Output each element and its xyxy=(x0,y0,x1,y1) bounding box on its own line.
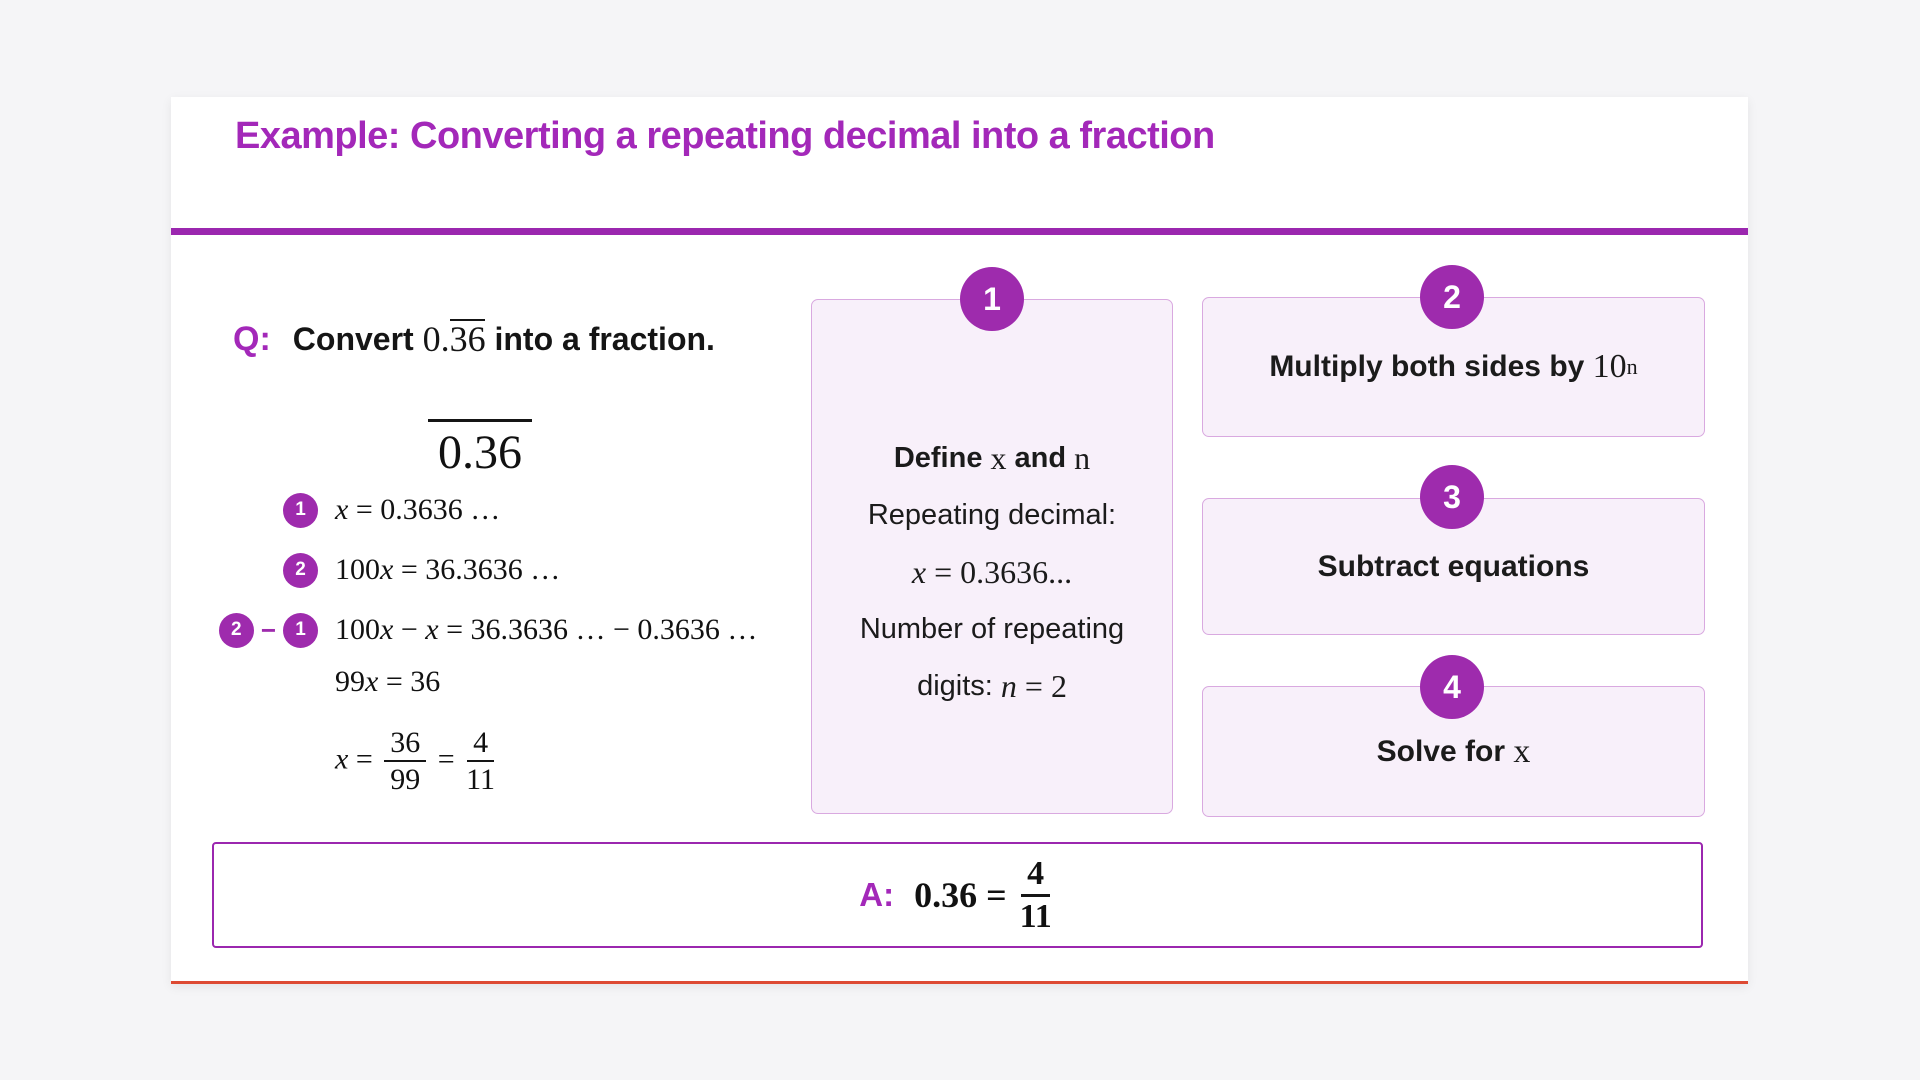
text-token: x xyxy=(911,554,927,590)
derivation-step-row xyxy=(171,548,560,592)
answer-box xyxy=(212,842,1703,948)
step-number-badge: 4 xyxy=(1420,655,1484,719)
derivation-step-row xyxy=(171,725,499,797)
text-token: x xyxy=(335,493,349,526)
text-token: = 2 xyxy=(1016,668,1067,704)
text-token: x xyxy=(990,440,1007,476)
text-token: 0. xyxy=(914,875,942,915)
text-token: 0.36 xyxy=(428,419,532,477)
text-token: = 36.3636 … − 0.3636 … xyxy=(438,613,758,646)
display-repeating-decimal xyxy=(350,407,610,477)
text-token: x xyxy=(365,665,379,698)
text-token: x xyxy=(425,613,439,646)
text-token: n xyxy=(1074,440,1091,476)
box-text-line xyxy=(894,430,1090,487)
question-line xyxy=(233,315,715,363)
text-token: x xyxy=(1513,732,1531,770)
text-token: Number of repeating xyxy=(859,613,1125,645)
text-token: = xyxy=(348,741,381,775)
text-token: A: xyxy=(859,876,895,913)
fraction: $\frac{4}{11}$ xyxy=(1019,854,1052,935)
step-box-label xyxy=(1377,733,1531,771)
text-token: = xyxy=(977,875,1016,915)
text-token: 100 xyxy=(335,613,380,646)
fraction: $\frac{36}{99}$ xyxy=(384,727,426,796)
equation-badge: 1 xyxy=(283,493,318,528)
text-token: x xyxy=(380,613,394,646)
text-token: 0. xyxy=(422,319,450,359)
answer-content xyxy=(859,856,1055,934)
text-token: = 36.3636 … xyxy=(393,553,561,586)
text-token: Multiply both sides by xyxy=(1269,350,1593,383)
text-token: x xyxy=(335,741,349,775)
text-token: Subtract equations xyxy=(1317,549,1590,583)
slide-card xyxy=(171,97,1748,984)
box-text-line xyxy=(868,487,1116,544)
page-title: Example: Converting a repeating decimal into a fraction xyxy=(235,115,1215,157)
text-token: Convert xyxy=(292,320,423,357)
step-box-content xyxy=(812,300,1172,715)
text-token: 99 xyxy=(335,665,365,698)
step-number-badge: 2 xyxy=(1420,265,1484,329)
text-token: Repeating decimal: xyxy=(867,499,1117,531)
text-token: Solve for xyxy=(1376,734,1514,768)
derivation-step-row xyxy=(171,660,440,704)
text-token: into a fraction. xyxy=(485,320,715,357)
equation xyxy=(335,665,440,699)
equation xyxy=(335,613,757,647)
text-token: Define xyxy=(893,442,991,474)
step-number-badge: 3 xyxy=(1420,465,1484,529)
text-token: = 0.3636 … xyxy=(348,493,501,526)
text-token: = 36 xyxy=(378,665,441,698)
text-token: x xyxy=(380,553,394,586)
derivation-step-row xyxy=(171,488,500,532)
text-token: n xyxy=(1626,354,1638,379)
text-token: n xyxy=(1000,668,1017,704)
fraction: $\frac{4}{11}$ xyxy=(466,725,496,796)
step-badge-group xyxy=(171,613,318,648)
text-token: Q: xyxy=(233,319,271,358)
equation xyxy=(335,553,560,587)
text-token: = 0.3636... xyxy=(926,554,1073,590)
text-token: digits: xyxy=(917,670,1001,702)
step-badge-group xyxy=(171,553,318,588)
box-text-line xyxy=(860,601,1124,658)
box-text-line xyxy=(912,544,1072,601)
step-number-badge: 1 xyxy=(960,267,1024,331)
step-box-label xyxy=(1269,348,1637,386)
step-box-define xyxy=(811,299,1173,814)
derivation-step-row xyxy=(171,608,757,652)
box-text-line xyxy=(917,658,1067,715)
text-token: 100 xyxy=(335,553,380,586)
equation-badge: 1 xyxy=(283,613,318,648)
equation xyxy=(335,493,500,527)
equation-badge: 2 xyxy=(219,613,254,648)
text-token: 36 xyxy=(941,875,978,915)
title-divider-rule xyxy=(171,228,1748,235)
step-badge-group xyxy=(171,493,318,528)
step-box-label xyxy=(1318,550,1590,584)
text-token: and xyxy=(1006,442,1075,474)
text-token: 10 xyxy=(1592,348,1627,385)
text-token: 36 xyxy=(449,319,486,359)
text-token: − xyxy=(393,613,426,646)
minus-sign: − xyxy=(260,614,276,645)
equation-badge: 2 xyxy=(283,553,318,588)
equation xyxy=(335,727,499,796)
text-token: = xyxy=(430,741,463,775)
